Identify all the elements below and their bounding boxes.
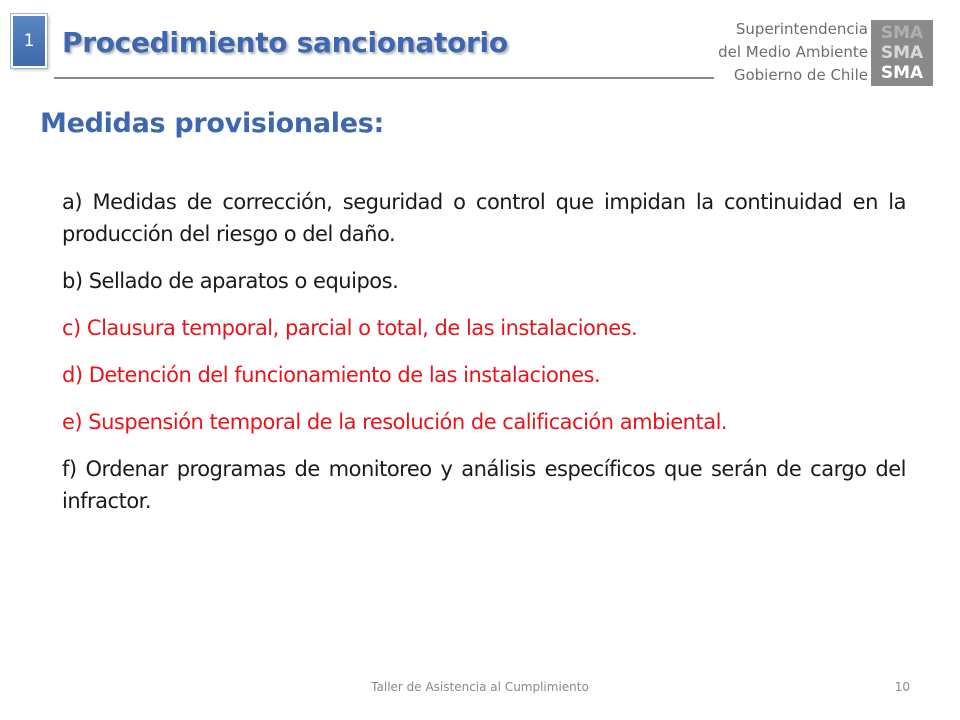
measures-list xyxy=(62,186,906,532)
measure-item-e: e) Suspensión temporal de la resolución de calificación ambiental. xyxy=(62,410,728,434)
logo-line-2: del Medio Ambiente xyxy=(718,43,868,61)
logo-mark-row-3: SMA xyxy=(880,63,924,83)
organization-logo-text xyxy=(700,18,868,87)
logo-mark-row-1: SMA xyxy=(880,23,924,43)
sma-logo-icon xyxy=(871,20,933,86)
title-divider xyxy=(54,77,714,79)
logo-mark-row-2: SMA xyxy=(880,43,924,63)
measure-item-f: f) Ordenar programas de monitoreo y análisis específicos que serán de cargo del infractor. xyxy=(62,457,906,513)
logo-line-1: Superintendencia xyxy=(735,20,868,38)
page-number: 10 xyxy=(894,680,910,694)
logo-line-3: Gobierno de Chile xyxy=(733,66,868,84)
measure-item-d: d) Detención del funcionamiento de las instalaciones. xyxy=(62,363,601,387)
footer-caption: Taller de Asistencia al Cumplimiento xyxy=(371,680,589,694)
slide-title: Procedimiento sancionatorio xyxy=(62,26,508,59)
section-number-badge: 1 xyxy=(11,14,47,68)
measure-item-b: b) Sellado de aparatos o equipos. xyxy=(62,269,399,293)
section-subtitle: Medidas provisionales: xyxy=(40,108,384,139)
measure-item-a: a) Medidas de corrección, seguridad o control que impidan la continuidad en la producción del riesgo o del daño. xyxy=(62,190,906,246)
measure-item-c: c) Clausura temporal, parcial o total, de las instalaciones. xyxy=(62,316,638,340)
